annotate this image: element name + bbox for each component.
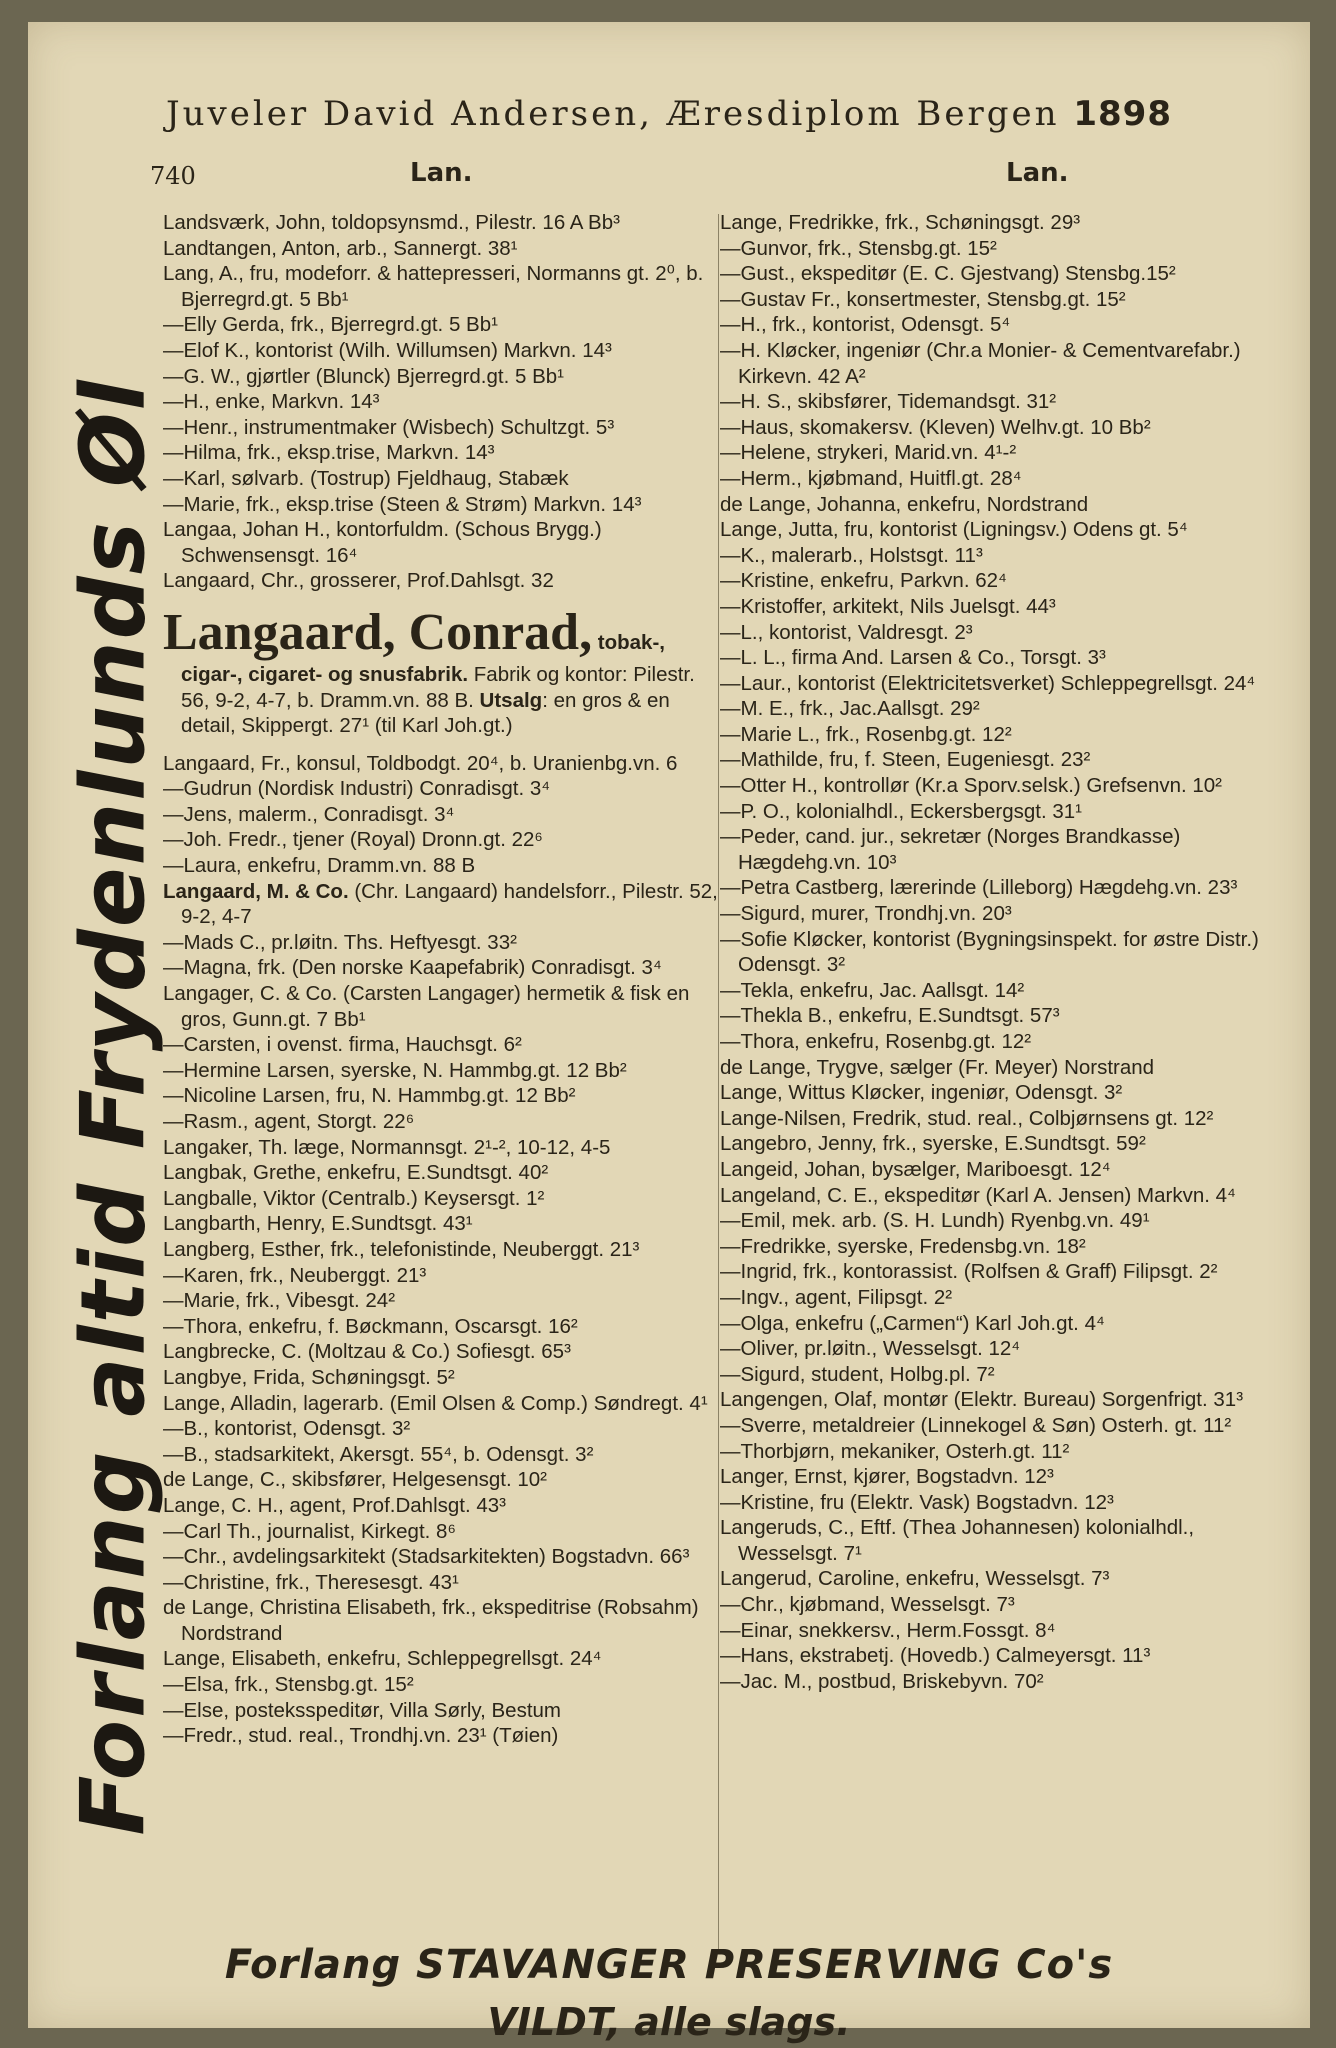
directory-entry: —Einar, snekkersv., Herm.Fossgt. 8⁴ xyxy=(720,1618,1056,1642)
directory-entry: —B., stadsarkitekt, Akersgt. 55⁴, b. Odensgt. 3² xyxy=(163,1442,594,1466)
directory-entry: Langerud, Caroline, enkefru, Wesselsgt. 7³ xyxy=(720,1567,1110,1591)
directory-entry: —Carsten, i ovenst. firma, Hauchsgt. 6² xyxy=(163,1033,522,1057)
directory-entry: Langaard, Chr., grosserer, Prof.Dahlsgt. 32 xyxy=(163,569,554,593)
directory-entry: —Jens, malerm., Conradisgt. 3⁴ xyxy=(163,802,455,826)
directory-entry: Langbrecke, C. (Moltzau & Co.) Sofiesgt. 65³ xyxy=(163,1340,571,1364)
directory-entry: —Fredrikke, syerske, Fredensbg.vn. 18² xyxy=(720,1234,1086,1258)
header-year: 1898 xyxy=(1073,94,1172,134)
directory-entry: —Kristine, enkefru, Parkvn. 62⁴ xyxy=(720,569,1007,593)
left-entries-c xyxy=(163,930,728,1749)
directory-entry: —Fredr., stud. real., Trondhj.vn. 23¹ (Tøien) xyxy=(163,1724,559,1748)
header-text: Juveler David Andersen, Æresdiplom Bergen xyxy=(165,94,1060,134)
directory-entry: Langengen, Olaf, montør (Elektr. Bureau) Sorgenfrigt. 31³ xyxy=(720,1388,1244,1412)
directory-entry: Lange-Nilsen, Fredrik, stud. real., Colbjørnsens gt. 12² xyxy=(720,1106,1214,1130)
conrad-langaard-ad xyxy=(163,604,728,739)
directory-entry: —Hans, ekstrabetj. (Hovedb.) Calmeyersgt. 11³ xyxy=(720,1644,1151,1668)
directory-entry: de Lange, Trygve, sælger (Fr. Meyer) Norstrand xyxy=(720,1055,1155,1079)
directory-entry: —Mads C., pr.løitn. Ths. Heftyesgt. 33² xyxy=(163,930,517,954)
directory-entry: —H. S., skibsfører, Tidemandsgt. 31² xyxy=(720,390,1057,414)
ad-sale-text: : en gros & en detail, Skippergt. 27¹ (til Karl Joh.gt.) xyxy=(181,688,670,738)
directory-entry: de Lange, Johanna, enkefru, Nordstrand xyxy=(720,492,1089,516)
sidebar-ad-text: Forlang altid Frydenlunds Øl xyxy=(61,378,165,1836)
directory-entry: —Joh. Fredr., tjener (Royal) Dronn.gt. 22⁶ xyxy=(163,828,543,852)
sidebar-advertisement xyxy=(58,378,168,1836)
directory-entry: —Tekla, enkefru, Jac. Aallsgt. 14² xyxy=(720,978,1025,1002)
directory-entry: Lange, Wittus Kløcker, ingeniør, Odensgt. 3² xyxy=(720,1081,1123,1105)
directory-entry: —P. O., kolonialhdl., Eckersbergsgt. 31¹ xyxy=(720,799,1082,823)
directory-entry: Landtangen, Anton, arb., Sannergt. 38¹ xyxy=(163,236,518,260)
directory-entry: Langbye, Frida, Schøningsgt. 5² xyxy=(163,1365,455,1389)
directory-entry: —Thekla B., enkefru, E.Sundtsgt. 57³ xyxy=(720,1004,1060,1028)
directory-entry: —Sofie Kløcker, kontorist (Bygningsinspekt. for østre Distr.) Odensgt. 3² xyxy=(720,927,1259,977)
directory-entry: —Nicoline Larsen, fru, N. Hammbg.gt. 12 Bb² xyxy=(163,1084,576,1108)
directory-entry: —G. W., gjørtler (Blunck) Bjerregrd.gt. 5 Bb¹ xyxy=(163,364,564,388)
firm-entry xyxy=(163,879,728,930)
ad-body: Fabrik og kontor: Pilestr. 56, 9-2, 4-7, b. Dramm.vn. 88 B. xyxy=(181,662,695,712)
directory-entry: —Ingv., agent, Filipsgt. 2² xyxy=(720,1285,953,1309)
right-entries xyxy=(720,210,1288,1694)
directory-entry: Langeruds, C., Eftf. (Thea Johannesen) kolonialhdl., Wesselsgt. 7¹ xyxy=(720,1516,1195,1565)
directory-entry: —Gudrun (Nordisk Industri) Conradisgt. 3⁴ xyxy=(163,777,551,801)
directory-entry: Lange, Alladin, lagerarb. (Emil Olsen & Comp.) Søndregt. 4¹ xyxy=(163,1391,708,1415)
directory-entry: Langager, C. & Co. (Carsten Langager) hermetik & fisk en gros, Gunn.gt. 7 Bb¹ xyxy=(163,982,690,1031)
directory-entry: —Mathilde, fru, f. Steen, Eugeniesgt. 23² xyxy=(720,748,1091,772)
directory-entry: —Christine, frk., Theresesgt. 43¹ xyxy=(163,1570,459,1594)
directory-entry: —Olga, enkefru („Carmen“) Karl Joh.gt. 4⁴ xyxy=(720,1311,1105,1335)
directory-entry: Landsværk, John, toldopsynsmd., Pilestr. 16 A Bb³ xyxy=(163,211,620,234)
directory-entry: Langebro, Jenny, frk., syerske, E.Sundtsgt. 59² xyxy=(720,1132,1146,1156)
running-head-left: Lan. xyxy=(410,158,473,188)
directory-entry: —H. Kløcker, ingeniør (Chr.a Monier- & Cementvarefabr.) Kirkevn. 42 A² xyxy=(720,338,1241,388)
directory-entry: —Herm., kjøbmand, Huitfl.gt. 28⁴ xyxy=(720,466,1022,490)
left-entries-a xyxy=(163,210,728,594)
directory-entry: —Otter H., kontrollør (Kr.a Sporv.selsk.) Grefsenvn. 10² xyxy=(720,774,1223,798)
directory-entry: —Marie L., frk., Rosenbg.gt. 12² xyxy=(720,722,1012,746)
left-entries-b xyxy=(163,751,728,879)
directory-entry: —Elly Gerda, frk., Bjerregrd.gt. 5 Bb¹ xyxy=(163,313,498,337)
directory-entry: —Magna, frk. (Den norske Kaapefabrik) Conradisgt. 3⁴ xyxy=(163,956,662,980)
directory-entry: Langeland, C. E., ekspeditør (Karl A. Jensen) Markvn. 4⁴ xyxy=(720,1183,1236,1207)
directory-entry: —Kristine, fru (Elektr. Vask) Bogstadvn. 12³ xyxy=(720,1490,1114,1514)
directory-entry: —Sigurd, student, Holbg.pl. 7² xyxy=(720,1362,995,1386)
directory-entry: —Petra Castberg, lærerinde (Lilleborg) Hægdehg.vn. 23³ xyxy=(720,876,1238,900)
directory-entry: —Jac. M., postbud, Briskebyvn. 70² xyxy=(720,1669,1044,1693)
running-head-right: Lan. xyxy=(1006,158,1069,188)
directory-entry: Langaa, Johan H., kontorfuldm. (Schous Brygg.) Schwensensgt. 16⁴ xyxy=(163,518,602,567)
directory-entry: —Ingrid, frk., kontorassist. (Rolfsen & Graff) Filipsgt. 2² xyxy=(720,1260,1218,1284)
ad-firm-name: Langaard, Conrad, xyxy=(163,603,593,661)
directory-entry: —Thorbjørn, mekaniker, Osterh.gt. 11² xyxy=(720,1439,1070,1463)
directory-entry: Lange, Elisabeth, enkefru, Schleppegrellsgt. 24⁴ xyxy=(163,1647,602,1671)
directory-entry: —Carl Th., journalist, Kirkegt. 8⁶ xyxy=(163,1519,456,1543)
directory-entry: —Gustav Fr., konsertmester, Stensbg.gt. 15² xyxy=(720,287,1126,311)
directory-entry: —Elof K., kontorist (Wilh. Willumsen) Markvn. 14³ xyxy=(163,338,612,362)
directory-entry: —Oliver, pr.løitn., Wesselsgt. 12⁴ xyxy=(720,1337,1021,1361)
directory-entry: —Hermine Larsen, syerske, N. Hammbg.gt. 12 Bb² xyxy=(163,1058,627,1082)
directory-entry: —Laur., kontorist (Elektricitetsverket) Schleppegrellsgt. 24⁴ xyxy=(720,671,1256,695)
directory-entry: Lange, C. H., agent, Prof.Dahlsgt. 43³ xyxy=(163,1493,506,1517)
directory-entry: Langeid, Johan, bysælger, Mariboesgt. 12⁴ xyxy=(720,1157,1111,1181)
directory-entry: —Thora, enkefru, f. Bøckmann, Oscarsgt. 16² xyxy=(163,1314,578,1338)
directory-entry: —Kristoffer, arkitekt, Nils Juelsgt. 44³ xyxy=(720,594,1056,618)
directory-entry: —B., kontorist, Odensgt. 3² xyxy=(163,1417,411,1441)
footer-ad-line-2: VILDT, alle slags. xyxy=(487,2000,851,2044)
directory-entry: —Marie, frk., eksp.trise (Steen & Strøm) Markvn. 14³ xyxy=(163,492,642,516)
directory-entry: —L., kontorist, Valdresgt. 2³ xyxy=(720,620,973,644)
directory-entry: de Lange, C., skibsfører, Helgesensgt. 10² xyxy=(163,1468,548,1492)
directory-entry: —Chr., avdelingsarkitekt (Stadsarkitekten) Bogstadvn. 66³ xyxy=(163,1545,690,1569)
left-column xyxy=(163,210,728,1749)
directory-entry: —Sverre, metaldreier (Linnekogel & Søn) Osterh. gt. 11² xyxy=(720,1413,1232,1437)
firm-text: (Chr. Langaard) handelsforr., Pilestr. 52, 9-2, 4-7 xyxy=(181,879,718,929)
ad-trade: tobak-, cigar-, cigaret- og snusfabrik. xyxy=(181,630,665,686)
directory-entry: —Henr., instrumentmaker (Wisbech) Schultzgt. 5³ xyxy=(163,415,615,439)
directory-entry: Langer, Ernst, kjører, Bogstadvn. 12³ xyxy=(720,1465,1054,1489)
directory-entry: —Elsa, frk., Stensbg.gt. 15² xyxy=(163,1673,414,1697)
right-column xyxy=(720,210,1288,1694)
directory-entry: —Gunvor, frk., Stensbg.gt. 15² xyxy=(720,236,997,260)
directory-entry: —Rasm., agent, Storgt. 22⁶ xyxy=(163,1110,415,1133)
directory-entry: —Marie, frk., Vibesgt. 24² xyxy=(163,1289,396,1313)
directory-entry: —Sigurd, murer, Trondhj.vn. 20³ xyxy=(720,902,1012,926)
directory-page xyxy=(28,22,1310,2044)
page-header-ad xyxy=(28,94,1310,134)
directory-entry: —Gust., ekspeditør (E. C. Gjestvang) Stensbg.15² xyxy=(720,262,1176,286)
page-number: 740 xyxy=(150,162,196,190)
directory-entry: —Chr., kjøbmand, Wesselsgt. 7³ xyxy=(720,1593,1015,1617)
footer-ad-line-1: Forlang STAVANGER PRESERVING Co's xyxy=(224,1942,1114,1988)
directory-entry: —Helene, strykeri, Marid.vn. 4¹-² xyxy=(720,441,1017,465)
firm-name: Langaard, M. & Co. xyxy=(163,879,349,903)
directory-entry: —M. E., frk., Jac.Aallsgt. 29² xyxy=(720,697,980,721)
directory-entry: —K., malerarb., Holstsgt. 11³ xyxy=(720,543,983,567)
directory-entry: de Lange, Christina Elisabeth, frk., ekspeditrise (Robsahm) Nordstrand xyxy=(163,1596,699,1645)
directory-entry: —Hilma, frk., eksp.trise, Markvn. 14³ xyxy=(163,441,495,465)
directory-entry: —Karl, sølvarb. (Tostrup) Fjeldhaug, Stabæk xyxy=(163,466,569,490)
directory-entry: —Peder, cand. jur., sekretær (Norges Brandkasse) Hægdehg.vn. 10³ xyxy=(720,825,1181,874)
directory-entry: Lange, Fredrikke, frk., Schøningsgt. 29³ xyxy=(720,211,1081,234)
directory-entry: —Thora, enkefru, Rosenbg.gt. 12² xyxy=(720,1030,1032,1053)
directory-entry: —Else, posteksspeditør, Villa Sørly, Bestum xyxy=(163,1698,561,1722)
directory-entry: —Laura, enkefru, Dramm.vn. 88 B xyxy=(163,854,476,878)
directory-entry: —L. L., firma And. Larsen & Co., Torsgt. 3³ xyxy=(720,646,1106,670)
directory-entry: Langbak, Grethe, enkefru, E.Sundtsgt. 40² xyxy=(163,1161,549,1185)
directory-entry: Langbarth, Henry, E.Sundtsgt. 43¹ xyxy=(163,1212,473,1236)
directory-entry: —H., enke, Markvn. 14³ xyxy=(163,390,380,414)
ad-sale-label: Utsalg xyxy=(479,688,543,712)
directory-entry: Lang, A., fru, modeforr. & hattepresseri, Normanns gt. 2⁰, b. Bjerregrd.gt. 5 Bb¹ xyxy=(163,262,704,311)
directory-entry: Langaker, Th. læge, Normannsgt. 2¹-², 10-12, 4-5 xyxy=(163,1135,611,1159)
directory-entry: Lange, Jutta, fru, kontorist (Ligningsv.) Odens gt. 5⁴ xyxy=(720,518,1188,542)
directory-entry: Langberg, Esther, frk., telefonistinde, Neuberggt. 21³ xyxy=(163,1237,640,1261)
directory-entry: Langaard, Fr., konsul, Toldbodgt. 20⁴, b. Uranienbg.vn. 6 xyxy=(163,751,678,775)
directory-entry: —Emil, mek. arb. (S. H. Lundh) Ryenbg.vn. 49¹ xyxy=(720,1209,1150,1233)
directory-entry: —Karen, frk., Neuberggt. 21³ xyxy=(163,1263,427,1287)
directory-entry: —Haus, skomakersv. (Kleven) Welhv.gt. 10 Bb² xyxy=(720,415,1151,439)
directory-entry: Langballe, Viktor (Centralb.) Keysersgt. 1² xyxy=(163,1186,545,1210)
directory-entry: —H., frk., kontorist, Odensgt. 5⁴ xyxy=(720,313,1011,337)
